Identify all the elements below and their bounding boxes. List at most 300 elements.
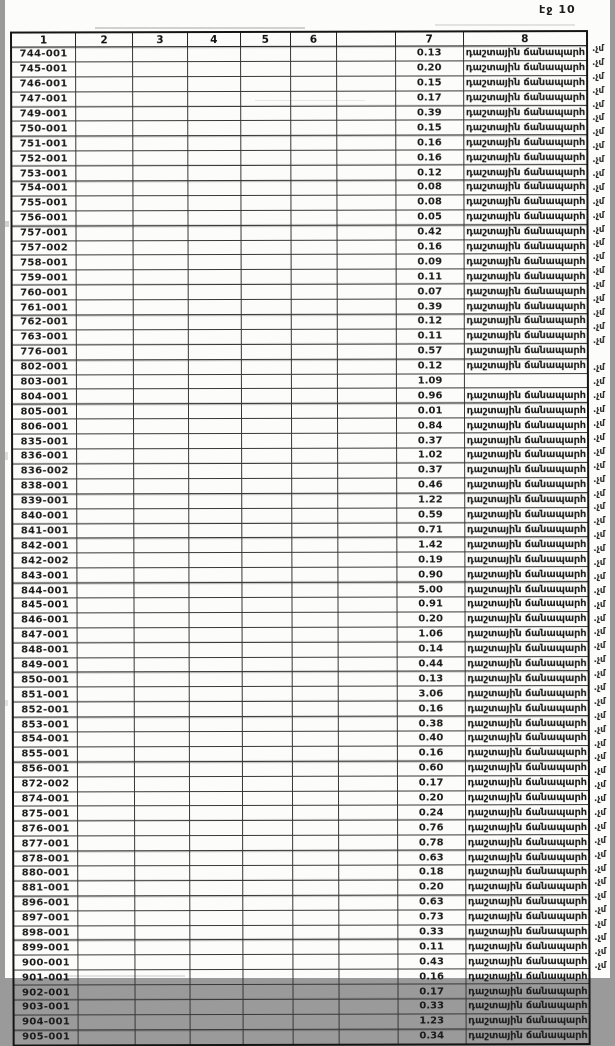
cell-description: դաշտային ճանապարհ (463, 90, 587, 105)
cell-empty (292, 850, 338, 865)
gutter-note: .չմ (593, 669, 606, 680)
cell-description: դաշտային ճանապարհ (464, 492, 588, 507)
cell-empty (291, 106, 337, 121)
cell-empty (337, 344, 396, 359)
gutter-note: .չմ (593, 655, 606, 666)
cell-description: դաշտային ճանապարհ (464, 388, 588, 403)
cell-empty (188, 389, 241, 404)
cell-empty (187, 121, 240, 136)
cell-empty (290, 46, 336, 61)
table-row (13, 805, 589, 821)
gutter-note: .չմ (592, 113, 605, 124)
cell-empty (243, 940, 293, 955)
cell-empty (337, 195, 396, 210)
table-row (13, 924, 589, 940)
cell-empty (76, 211, 133, 226)
gutter-note: .չմ (592, 280, 605, 291)
cell-empty (135, 791, 190, 806)
gutter-note: .չմ (593, 516, 606, 527)
cell-empty (241, 404, 291, 419)
cell-empty (338, 508, 397, 523)
table-row (12, 254, 588, 270)
gutter-note: .չմ (594, 891, 607, 902)
gutter-note: .չմ (593, 446, 605, 457)
cell-description: դաշտային ճանապարհ (466, 954, 590, 969)
cell-empty (338, 582, 397, 597)
cell-empty (339, 999, 398, 1014)
cell-description: դաշտային ճանապարհ (464, 254, 588, 269)
cell-empty (134, 568, 189, 583)
cell-empty (336, 46, 395, 61)
cell-empty (189, 702, 242, 717)
cell-description: դաշտային ճանապարհ (464, 328, 588, 343)
table-row (11, 194, 587, 210)
cell-description: դաշտային ճանապարհ (466, 969, 590, 984)
cell-empty (135, 955, 190, 970)
table-row (13, 865, 589, 881)
cell-empty (76, 121, 133, 136)
cell-empty (242, 582, 292, 597)
cell-empty (77, 717, 134, 732)
cell-empty (291, 374, 337, 389)
cell-empty (77, 508, 134, 523)
cell-value: 1.02 (396, 448, 464, 463)
cell-empty (133, 359, 188, 374)
cell-value: 0.90 (397, 567, 465, 582)
cell-empty (241, 270, 291, 285)
cell-empty (292, 776, 338, 791)
gutter-note: .չմ (593, 724, 606, 735)
table-row (13, 626, 589, 642)
cell-empty (292, 746, 338, 761)
cell-empty (135, 895, 190, 910)
table-row (12, 462, 588, 478)
cell-code: 902-001 (13, 985, 78, 1000)
table-row (12, 328, 588, 344)
cell-empty (189, 731, 242, 746)
cell-empty (188, 329, 241, 344)
cell-empty (240, 61, 290, 76)
cell-empty (242, 850, 292, 865)
cell-empty (77, 761, 134, 776)
table-row (11, 46, 587, 62)
cell-empty (134, 434, 189, 449)
cell-empty (241, 240, 291, 255)
cell-empty (188, 449, 241, 464)
cell-empty (338, 552, 397, 567)
cell-empty (291, 314, 337, 329)
cell-empty (133, 270, 188, 285)
cell-empty (189, 627, 242, 642)
cell-empty (242, 746, 292, 761)
gutter-note: .չմ (592, 294, 605, 305)
cell-empty (133, 210, 188, 225)
cell-code: 804-001 (12, 389, 77, 404)
table-row (13, 954, 589, 970)
cell-description: դաշտային ճանապարհ (464, 284, 588, 299)
cell-empty (242, 642, 292, 657)
cell-code: 841-001 (12, 523, 77, 538)
cell-value: 0.12 (396, 165, 464, 180)
cell-code: 749-001 (11, 106, 76, 121)
cell-empty (77, 732, 134, 747)
gutter-note: .չմ (593, 613, 606, 624)
gutter-note: .չմ (594, 877, 607, 888)
cell-value: 0.38 (397, 716, 465, 731)
cell-empty (133, 285, 188, 300)
cell-empty (133, 76, 188, 91)
cell-empty (241, 299, 291, 314)
cell-code: 836-001 (12, 449, 77, 464)
cell-value: 1.06 (397, 627, 465, 642)
cell-code: 761-001 (12, 300, 77, 315)
cell-empty (293, 910, 339, 925)
table-row (12, 507, 588, 523)
cell-empty (77, 627, 134, 642)
gutter-note: .չմ (593, 419, 605, 430)
cell-empty (241, 180, 291, 195)
cell-empty (134, 717, 189, 732)
cell-value: 0.16 (396, 239, 464, 254)
cell-value: 0.08 (396, 195, 464, 210)
gutter-note: .չմ (594, 863, 607, 874)
cell-empty (337, 210, 396, 225)
cell-empty (77, 672, 134, 687)
cell-empty (337, 91, 396, 106)
gutter-note: .չմ (592, 363, 605, 374)
cell-empty (78, 881, 135, 896)
cell-code: 763-001 (12, 330, 77, 345)
cell-empty (78, 1030, 135, 1046)
cell-empty (292, 761, 338, 776)
cell-description: դաշտային ճանապարհ (465, 567, 589, 582)
cell-empty (241, 195, 291, 210)
cell-empty (336, 61, 395, 76)
cell-empty (134, 583, 189, 598)
gutter-note: .չմ (594, 794, 606, 805)
cell-empty (135, 1014, 190, 1029)
cell-code: 746-001 (11, 77, 76, 92)
table-row (13, 656, 589, 672)
cell-empty (134, 464, 189, 479)
cell-empty (242, 553, 292, 568)
cell-empty (291, 255, 337, 270)
table-row (12, 433, 588, 449)
cell-empty (241, 508, 291, 523)
cell-empty (241, 151, 291, 166)
cell-empty (293, 984, 339, 999)
cell-empty (291, 150, 337, 165)
cell-code: 848-001 (13, 643, 78, 658)
cell-empty (293, 999, 339, 1014)
cell-value: 0.20 (397, 612, 465, 627)
gutter-note: .չմ (594, 821, 606, 832)
cell-empty (76, 330, 133, 345)
cell-empty (337, 180, 396, 195)
cell-description: դաշտային ճանապարհ (464, 239, 588, 254)
cell-description: դաշտային ճանապարհ (465, 894, 589, 909)
gutter-note: .չմ (593, 502, 606, 513)
cell-description: դաշտային ճանապարհ (464, 522, 588, 537)
cell-value: 1.09 (396, 373, 464, 388)
gutter-note: .չմ (592, 182, 605, 193)
cell-empty (188, 300, 241, 315)
cell-code: 806-001 (12, 419, 77, 434)
cell-empty (187, 106, 240, 121)
column-header-6: 6 (290, 32, 336, 47)
cell-description: դաշտային ճանապարհ (464, 180, 588, 195)
cell-value: 0.44 (397, 656, 465, 671)
cell-empty (292, 657, 338, 672)
cell-description: դաշտային ճանապարհ (465, 745, 589, 760)
cell-code: 776-001 (12, 345, 77, 360)
cell-value: 0.15 (395, 76, 463, 91)
gutter-note: .չմ (592, 169, 605, 180)
cell-empty (133, 166, 188, 181)
cell-value: 0.16 (395, 150, 463, 165)
cell-empty (189, 895, 242, 910)
cell-empty (293, 940, 339, 955)
cell-value: 0.20 (395, 61, 463, 76)
cell-description: դաշտային ճանապարհ (465, 686, 589, 701)
cell-code: 755-001 (11, 196, 76, 211)
table-row (12, 597, 588, 613)
cell-empty (190, 925, 243, 940)
cell-empty (292, 687, 338, 702)
cell-empty (241, 359, 291, 374)
cell-empty (188, 419, 241, 434)
gutter-note: .չմ (593, 780, 606, 791)
cell-value: 0.73 (397, 910, 465, 925)
cell-value: 1.42 (396, 537, 464, 552)
cell-empty (134, 553, 189, 568)
cell-description: դաշտային ճանապարհ (464, 194, 588, 209)
cell-code: 905-001 (14, 1030, 79, 1046)
cell-empty (134, 598, 189, 613)
cell-empty (242, 702, 292, 717)
cell-empty (188, 404, 241, 419)
gutter-note: .չմ (592, 321, 605, 332)
cell-empty (134, 612, 189, 627)
table-row (12, 582, 588, 598)
cell-value: 0.34 (398, 1029, 466, 1045)
cell-empty (339, 969, 398, 984)
cell-empty (76, 389, 133, 404)
cell-empty (189, 821, 242, 836)
cell-empty (242, 865, 292, 880)
scan-smudge (95, 27, 305, 29)
cell-empty (76, 255, 133, 270)
cell-empty (189, 672, 242, 687)
cell-empty (291, 463, 337, 478)
cell-value: 0.15 (395, 120, 463, 135)
cell-empty (189, 880, 242, 895)
gutter-note: .չմ (593, 682, 606, 694)
cell-empty (241, 374, 291, 389)
gutter-note: .չմ (592, 57, 604, 68)
cell-empty (339, 865, 398, 880)
cell-value: 0.05 (396, 210, 464, 225)
cell-empty (188, 195, 241, 210)
cell-empty (291, 180, 337, 195)
cell-empty (133, 47, 188, 62)
cell-empty (190, 955, 243, 970)
cell-description: դաշտային ճանապարհ (463, 135, 587, 150)
cell-empty (78, 970, 135, 985)
cell-value: 0.17 (398, 984, 466, 999)
cell-empty (241, 285, 291, 300)
cell-code: 844-001 (12, 583, 77, 598)
gutter-column (592, 43, 615, 974)
cell-empty (78, 851, 135, 866)
cell-value: 0.40 (397, 731, 465, 746)
cell-empty (292, 716, 338, 731)
gutter-note: .չմ (593, 641, 606, 652)
table-row (13, 641, 589, 657)
gutter-note: .չմ (594, 946, 607, 957)
cell-code: 802-001 (12, 360, 77, 375)
cell-description: դաշտային ճանապարհ (464, 537, 588, 552)
cell-empty (243, 925, 293, 940)
cell-empty (292, 642, 338, 657)
gutter-note: .չմ (592, 405, 605, 416)
cell-empty (242, 776, 292, 791)
cell-description: դաշտային ճանապարհ (465, 775, 589, 790)
cell-empty (291, 121, 337, 136)
cell-empty (76, 166, 133, 181)
cell-value: 0.16 (395, 135, 463, 150)
cell-empty (133, 389, 188, 404)
cell-empty (338, 463, 397, 478)
cell-empty (292, 701, 338, 716)
cell-description: դաշտային ճանապարհ (464, 552, 588, 567)
cell-empty (242, 657, 292, 672)
cell-empty (291, 329, 337, 344)
cell-code: 850-001 (13, 672, 78, 687)
cell-description: դաշտային ճանապարհ (465, 626, 589, 641)
cell-empty (243, 1014, 293, 1029)
cell-empty (76, 151, 133, 166)
cell-empty (189, 657, 242, 672)
cell-empty (242, 806, 292, 821)
cell-empty (134, 627, 189, 642)
table-row (13, 984, 589, 1000)
gutter-note: .չմ (594, 960, 607, 971)
cell-value: 0.13 (395, 46, 463, 61)
cell-value: 0.20 (397, 790, 465, 805)
cell-value: 0.84 (396, 418, 464, 433)
cell-empty (291, 433, 337, 448)
gutter-note: .չմ (592, 71, 604, 82)
cell-description: դաշտային ճանապարհ (463, 75, 587, 90)
cell-empty (76, 77, 133, 92)
table-row (13, 686, 589, 702)
cell-empty (134, 538, 189, 553)
cell-code: 897-001 (13, 911, 78, 926)
gutter-note: .չմ (593, 530, 606, 541)
cell-description: դաշտային ճանապարհ (464, 418, 588, 433)
cell-description: դաշտային ճանապարհ (464, 477, 588, 492)
cell-empty (337, 255, 396, 270)
table-row (13, 820, 589, 836)
cell-code: 845-001 (12, 598, 77, 613)
cell-empty (338, 716, 397, 731)
cell-empty (292, 538, 338, 553)
cell-empty (339, 835, 398, 850)
cell-code: 835-001 (12, 434, 77, 449)
cell-empty (338, 805, 397, 820)
cell-empty (240, 136, 290, 151)
cell-empty (188, 270, 241, 285)
cell-value: 0.24 (397, 805, 465, 820)
cell-code: 846-001 (13, 613, 78, 628)
cell-empty (134, 761, 189, 776)
cell-code: 754-001 (11, 181, 76, 196)
cell-empty (77, 702, 134, 717)
table-row (11, 105, 587, 121)
table-row (12, 239, 588, 255)
table-row (12, 552, 588, 568)
gutter-note: .չմ (592, 141, 605, 152)
cell-description: դաշտային ճանապարհ (464, 462, 588, 477)
cell-empty (337, 240, 396, 255)
table-row (12, 537, 588, 553)
data-table (10, 30, 591, 1046)
cell-code: 836-002 (12, 464, 77, 479)
cell-empty (77, 776, 134, 791)
cell-code: 901-001 (13, 970, 78, 985)
cell-value: 3.06 (397, 686, 465, 701)
cell-code: 744-001 (11, 47, 76, 62)
gutter-note: .չմ (593, 557, 606, 568)
table-row (13, 775, 589, 791)
cell-empty (338, 671, 397, 686)
cell-description (464, 373, 588, 388)
cell-empty (76, 47, 133, 62)
cell-empty (134, 508, 189, 523)
cell-code: 880-001 (13, 866, 78, 881)
cell-empty (292, 523, 338, 538)
cell-empty (76, 404, 133, 419)
cell-empty (242, 731, 292, 746)
table-row (12, 343, 588, 359)
cell-value: 0.16 (398, 969, 466, 984)
cell-empty (189, 746, 242, 761)
column-header-1: 1 (11, 32, 76, 47)
cell-code: 753-001 (11, 166, 76, 181)
column-header-spacer (336, 32, 395, 47)
cell-value: 0.12 (396, 314, 464, 329)
cell-code: 900-001 (13, 955, 78, 970)
gutter-note: .չմ (592, 44, 604, 55)
cell-empty (189, 642, 242, 657)
cell-code: 843-001 (12, 568, 77, 583)
cell-code: 805-001 (12, 404, 77, 419)
cell-empty (188, 344, 241, 359)
scan-smudge (5, 700, 8, 706)
cell-description: դաշտային ճանապարհ (465, 939, 589, 954)
table-row (11, 120, 587, 136)
gutter-note: .չմ (592, 266, 605, 277)
cell-empty (293, 895, 339, 910)
cell-empty (187, 76, 240, 91)
cell-empty (337, 165, 396, 180)
gutter-note: .չմ (594, 905, 607, 916)
table-row (12, 284, 588, 300)
cell-empty (291, 195, 337, 210)
cell-empty (135, 836, 190, 851)
cell-empty (133, 196, 188, 211)
